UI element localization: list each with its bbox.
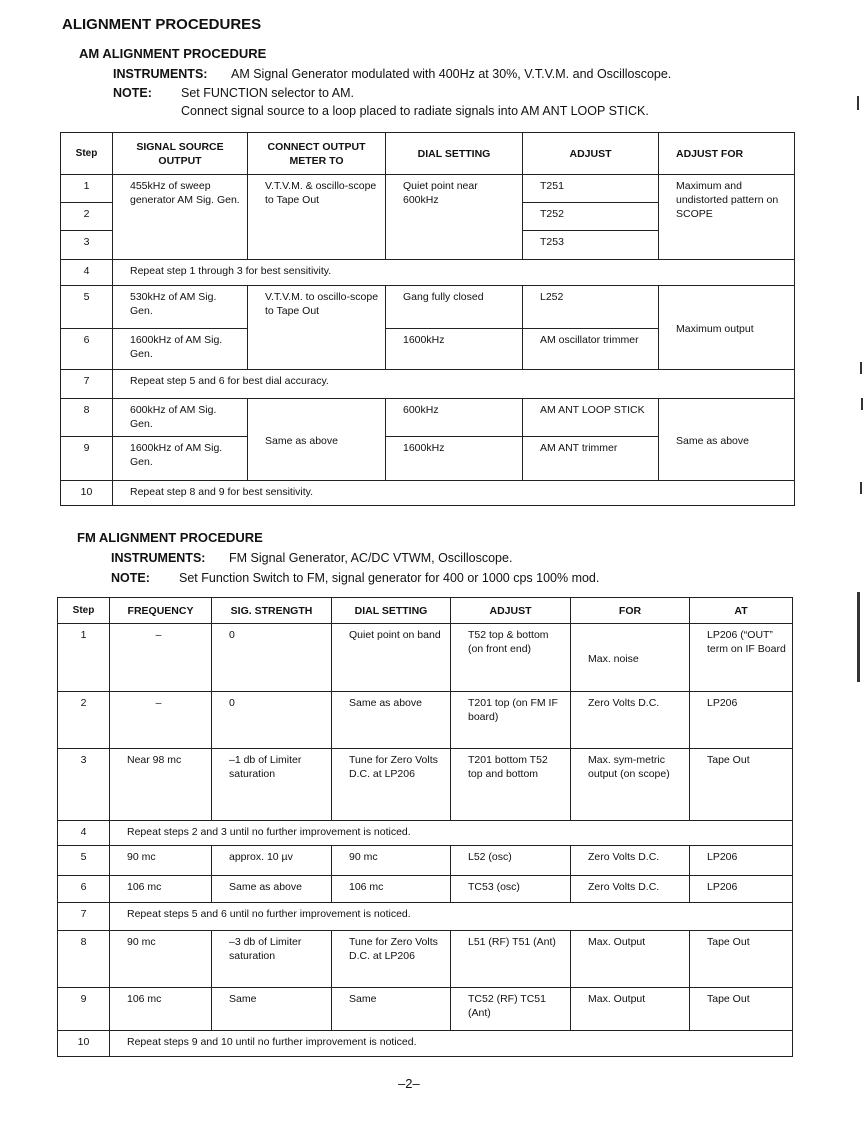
table-row: 2 xyxy=(58,692,110,749)
fm-r5-adj: L52 (osc) xyxy=(451,846,571,876)
am-for-5-6: Maximum output xyxy=(659,286,795,370)
fm-instruments-label: INSTRUMENTS: xyxy=(111,551,206,565)
fm-col-at: AT xyxy=(690,598,793,624)
am-note-text1: Set FUNCTION selector to AM. xyxy=(181,86,354,100)
table-row: 10 xyxy=(61,481,113,506)
fm-r1-at: LP206 (“OUT” term on IF Board xyxy=(690,624,793,692)
fm-note-text: Set Function Switch to FM, signal generator for 400 or 1000 cps 100% mod. xyxy=(179,571,600,585)
table-row: 7 xyxy=(58,903,110,931)
am-instruments-label: INSTRUMENTS: xyxy=(113,67,208,81)
fm-r1-adj: T52 top & bottom (on front end) xyxy=(451,624,571,692)
fm-note-label: NOTE: xyxy=(111,571,150,585)
table-row: 7 xyxy=(61,370,113,399)
fm-r2-for: Zero Volts D.C. xyxy=(571,692,690,749)
am-col-adjust: ADJUST xyxy=(523,133,659,175)
fm-r3-adj: T201 bottom T52 top and bottom xyxy=(451,749,571,821)
fm-r8-sig: –3 db of Limiter saturation xyxy=(212,931,332,988)
fm-r2-freq: – xyxy=(110,692,212,749)
fm-r9-at: Tape Out xyxy=(690,988,793,1031)
am-adj-2: T252 xyxy=(523,203,659,231)
fm-col-frequency: FREQUENCY xyxy=(110,598,212,624)
table-row: 8 xyxy=(58,931,110,988)
scan-mark xyxy=(860,362,862,374)
am-adj-1: T251 xyxy=(523,175,659,203)
table-row: 5 xyxy=(58,846,110,876)
fm-r6-dial: 106 mc xyxy=(332,876,451,903)
fm-r2-adj: T201 top (on FM IF board) xyxy=(451,692,571,749)
fm-r3-at: Tape Out xyxy=(690,749,793,821)
am-table xyxy=(60,132,795,506)
am-src-1-3: 455kHz of sweep generator AM Sig. Gen. xyxy=(113,175,248,260)
fm-r5-sig: approx. 10 µv xyxy=(212,846,332,876)
am-meter-1-3: V.T.V.M. & oscillo-scope to Tape Out xyxy=(248,175,386,260)
am-for-1-3: Maximum and undistorted pattern on SCOPE xyxy=(659,175,795,260)
table-row: 6 xyxy=(61,329,113,370)
table-row: 2 xyxy=(61,203,113,231)
am-col-source: SIGNAL SOURCE OUTPUT xyxy=(113,133,248,175)
table-row: 6 xyxy=(58,876,110,903)
am-src-8: 600kHz of AM Sig. Gen. xyxy=(113,399,248,437)
fm-r8-freq: 90 mc xyxy=(110,931,212,988)
fm-r9-dial: Same xyxy=(332,988,451,1031)
am-for-8-9: Same as above xyxy=(659,399,795,481)
fm-row-7: Repeat steps 5 and 6 until no further improvement is noticed. xyxy=(110,903,793,931)
am-dial-8: 600kHz xyxy=(386,399,523,437)
fm-r6-sig: Same as above xyxy=(212,876,332,903)
scan-mark xyxy=(857,96,859,110)
fm-r6-adj: TC53 (osc) xyxy=(451,876,571,903)
fm-r8-for: Max. Output xyxy=(571,931,690,988)
am-src-5: 530kHz of AM Sig. Gen. xyxy=(113,286,248,329)
fm-r1-freq: – xyxy=(110,624,212,692)
fm-r8-at: Tape Out xyxy=(690,931,793,988)
fm-instruments xyxy=(111,551,512,565)
fm-r9-for: Max. Output xyxy=(571,988,690,1031)
fm-r3-sig: –1 db of Limiter saturation xyxy=(212,749,332,821)
am-adj-6: AM oscillator trimmer xyxy=(523,329,659,370)
table-row: 10 xyxy=(58,1031,110,1057)
fm-r5-for: Zero Volts D.C. xyxy=(571,846,690,876)
fm-col-dial: DIAL SETTING xyxy=(332,598,451,624)
am-dial-9: 1600kHz xyxy=(386,437,523,481)
fm-r9-adj: TC52 (RF) TC51 (Ant) xyxy=(451,988,571,1031)
am-heading: AM ALIGNMENT PROCEDURE xyxy=(79,46,267,61)
fm-r8-adj: L51 (RF) T51 (Ant) xyxy=(451,931,571,988)
am-note xyxy=(113,86,354,100)
table-row: 4 xyxy=(61,260,113,286)
am-note-text2: Connect signal source to a loop placed to radiate signals into AM ANT LOOP STICK. xyxy=(181,104,649,118)
page-number: –2– xyxy=(398,1076,420,1091)
table-row: 9 xyxy=(58,988,110,1031)
table-row: 1 xyxy=(61,175,113,203)
fm-col-sig-strength: SIG. STRENGTH xyxy=(212,598,332,624)
fm-r9-freq: 106 mc xyxy=(110,988,212,1031)
fm-r6-freq: 106 mc xyxy=(110,876,212,903)
fm-r2-sig: 0 xyxy=(212,692,332,749)
page-title: ALIGNMENT PROCEDURES xyxy=(62,16,262,33)
table-row: 9 xyxy=(61,437,113,481)
table-row: 5 xyxy=(61,286,113,329)
table-row: 8 xyxy=(61,399,113,437)
am-src-6: 1600kHz of AM Sig. Gen. xyxy=(113,329,248,370)
fm-r1-sig: 0 xyxy=(212,624,332,692)
fm-row-10: Repeat steps 9 and 10 until no further improvement is noticed. xyxy=(110,1031,793,1057)
am-col-meter: CONNECT OUTPUT METER TO xyxy=(248,133,386,175)
table-row: 1 xyxy=(58,624,110,692)
fm-note xyxy=(111,571,599,585)
am-row-7: Repeat step 5 and 6 for best dial accuracy. xyxy=(113,370,795,399)
fm-r2-dial: Same as above xyxy=(332,692,451,749)
table-row: 3 xyxy=(61,231,113,260)
am-dial-6: 1600kHz xyxy=(386,329,523,370)
fm-r1-for: Max. noise xyxy=(571,624,690,692)
table-row: 4 xyxy=(58,821,110,846)
fm-r5-dial: 90 mc xyxy=(332,846,451,876)
fm-table xyxy=(57,597,793,1057)
scan-mark xyxy=(857,592,860,682)
am-meter-5-6: V.T.V.M. to oscillo-scope to Tape Out xyxy=(248,286,386,370)
am-dial-5: Gang fully closed xyxy=(386,286,523,329)
fm-r9-sig: Same xyxy=(212,988,332,1031)
scan-mark xyxy=(861,398,863,410)
fm-col-step: Step xyxy=(58,598,110,624)
am-col-dial: DIAL SETTING xyxy=(386,133,523,175)
fm-col-adjust: ADJUST xyxy=(451,598,571,624)
am-row-10: Repeat step 8 and 9 for best sensitivity. xyxy=(113,481,795,506)
fm-r1-dial: Quiet point on band xyxy=(332,624,451,692)
am-adj-8: AM ANT LOOP STICK xyxy=(523,399,659,437)
fm-r3-freq: Near 98 mc xyxy=(110,749,212,821)
fm-r5-freq: 90 mc xyxy=(110,846,212,876)
fm-r2-at: LP206 xyxy=(690,692,793,749)
am-col-step: Step xyxy=(61,133,113,175)
am-adj-9: AM ANT trimmer xyxy=(523,437,659,481)
fm-heading: FM ALIGNMENT PROCEDURE xyxy=(77,530,263,545)
table-row: 3 xyxy=(58,749,110,821)
am-note-label: NOTE: xyxy=(113,86,152,100)
am-row-4: Repeat step 1 through 3 for best sensitivity. xyxy=(113,260,795,286)
am-adj-3: T253 xyxy=(523,231,659,260)
am-adj-5: L252 xyxy=(523,286,659,329)
fm-r6-at: LP206 xyxy=(690,876,793,903)
fm-instruments-text: FM Signal Generator, AC/DC VTWM, Oscilloscope. xyxy=(229,551,513,565)
am-meter-8-9: Same as above xyxy=(248,399,386,481)
am-dial-1-3: Quiet point near 600kHz xyxy=(386,175,523,260)
fm-r3-dial: Tune for Zero Volts D.C. at LP206 xyxy=(332,749,451,821)
fm-r6-for: Zero Volts D.C. xyxy=(571,876,690,903)
am-instruments xyxy=(113,67,671,81)
fm-r3-for: Max. sym-metric output (on scope) xyxy=(571,749,690,821)
am-col-adjust-for: ADJUST FOR xyxy=(659,133,795,175)
am-instruments-text: AM Signal Generator modulated with 400Hz at 30%, V.T.V.M. and Oscilloscope. xyxy=(231,67,672,81)
am-src-9: 1600kHz of AM Sig. Gen. xyxy=(113,437,248,481)
fm-r5-at: LP206 xyxy=(690,846,793,876)
fm-col-for: FOR xyxy=(571,598,690,624)
scan-mark xyxy=(860,482,862,494)
fm-r8-dial: Tune for Zero Volts D.C. at LP206 xyxy=(332,931,451,988)
fm-row-4: Repeat steps 2 and 3 until no further improvement is noticed. xyxy=(110,821,793,846)
